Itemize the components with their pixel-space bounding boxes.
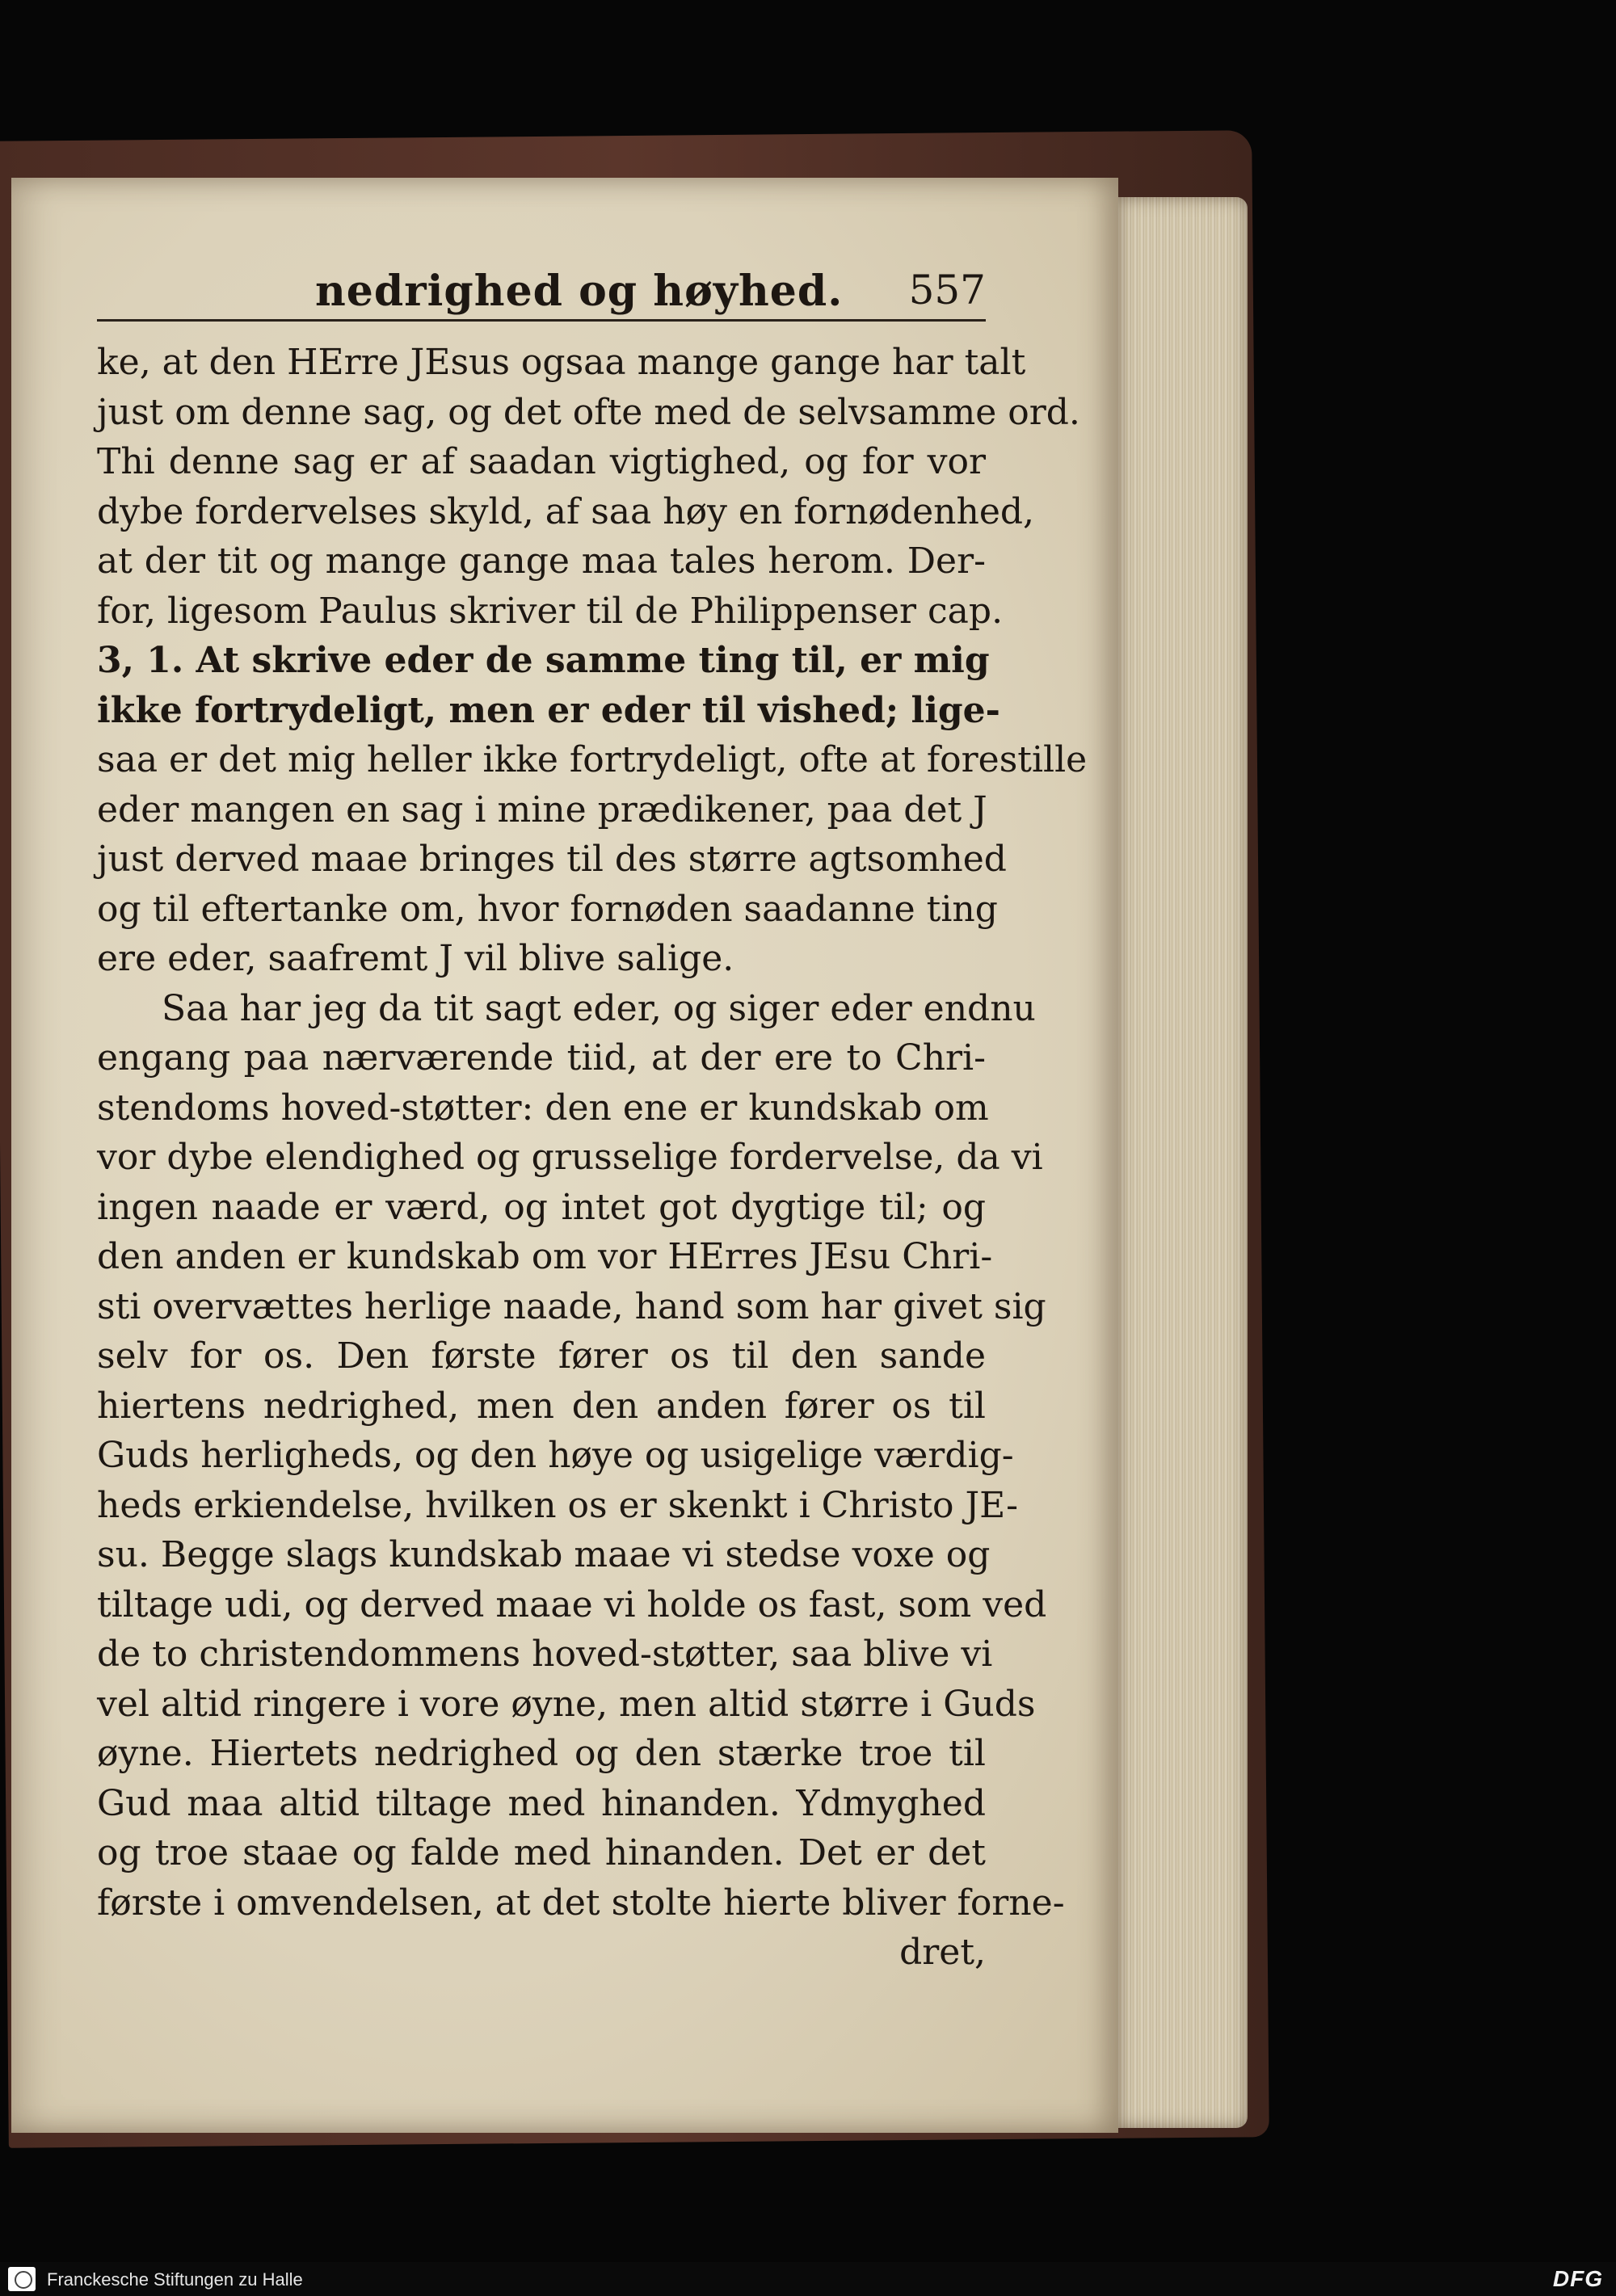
text-line: engang paa nærværende tiid, at der ere to Chri- — [97, 1037, 986, 1079]
text-line: just derved maae bringes til des større agtsomhed — [97, 839, 1007, 880]
page-edges — [1118, 197, 1248, 2128]
text-line: for, ligesom Paulus skriver til de Philippenser cap. — [97, 590, 1004, 632]
text-line: su. Begge slags kundskab maae vi stedse voxe og — [97, 1534, 991, 1575]
text-line: første i omvendelsen, at det stolte hierte bliver forne- — [97, 1882, 1065, 1924]
text-line: saa er det mig heller ikke fortrydeligt, ofte at forestille — [97, 739, 1088, 780]
text-line: ke, at den HErre JEsus ogsaa mange gange har talt — [97, 342, 1026, 383]
text-line: heds erkiendelse, hvilken os er skenkt i Christo JE- — [97, 1484, 1018, 1526]
page-number: 557 — [908, 267, 986, 313]
text-line: tiltage udi, og derved maae vi holde os fast, som ved — [97, 1583, 1047, 1625]
text-line: Guds herligheds, og den høye og usigelige værdig- — [97, 1435, 1014, 1476]
text-line: ingen naade er værd, og intet got dygtige til; og — [97, 1186, 986, 1228]
text-line: eder mangen en sag i mine prædikener, paa det J — [97, 788, 987, 831]
text-line: 3, 1. At skrive eder de samme ting til, er mig — [97, 640, 990, 681]
text-line: stendoms hoved-støtter: den ene er kundskab om — [97, 1087, 989, 1129]
text-line: og til eftertanke om, hvor fornøden saadanne ting — [97, 888, 998, 930]
text-line: og troe staae og falde med hinanden. Det er det — [97, 1832, 986, 1873]
text-line: øyne. Hiertets nedrighed og den stærke troe til — [97, 1733, 986, 1774]
institution-name: Franckesche Stiftungen zu Halle — [47, 2269, 303, 2290]
text-line: at der tit og mange gange maa tales herom. Der- — [97, 540, 986, 582]
text-line: de to christendommens hoved-støtter, saa blive vi — [97, 1634, 993, 1675]
institution-logo-icon — [8, 2267, 36, 2291]
page-text-block — [97, 267, 1088, 1978]
text-line: Thi denne sag er af saadan vigtighed, og for vor — [97, 441, 986, 482]
catchword: dret, — [899, 1932, 986, 1973]
text-line: Gud maa altid tiltage med hinanden. Ydmyghed — [97, 1782, 986, 1824]
text-line: vel altid ringere i vore øyne, men altid større i Guds — [97, 1683, 1036, 1725]
text-line: ere eder, saafremt J vil blive salige. — [97, 938, 734, 979]
text-line: sti overvættes herlige naade, hand som har givet sig — [97, 1285, 1046, 1327]
text-line: dybe fordervelses skyld, af saa høy en fornødenhed, — [97, 490, 1035, 532]
text-line: just om denne sag, og det ofte med de selvsamme ord. — [97, 391, 1080, 433]
running-head-rule — [97, 319, 986, 322]
text-line: den anden er kundskab om vor HErres JEsu Chri- — [97, 1236, 993, 1277]
running-head — [97, 267, 986, 331]
dfg-logo: DFG — [1552, 2266, 1603, 2291]
text-line: vor dybe elendighed og grusselige fordervelse, da vi — [97, 1137, 1043, 1178]
text-line: Saa har jeg da tit sagt eder, og siger eder endnu — [162, 987, 1036, 1029]
footer-bar — [0, 2262, 1616, 2296]
text-line: selv for os. Den første fører os til den sande — [97, 1335, 986, 1377]
running-title: nedrighed og høyhed. — [315, 267, 844, 316]
text-line: ikke fortrydeligt, men er eder til vished; lige- — [97, 689, 1000, 731]
text-line: hiertens nedrighed, men den anden fører os til — [97, 1385, 986, 1427]
